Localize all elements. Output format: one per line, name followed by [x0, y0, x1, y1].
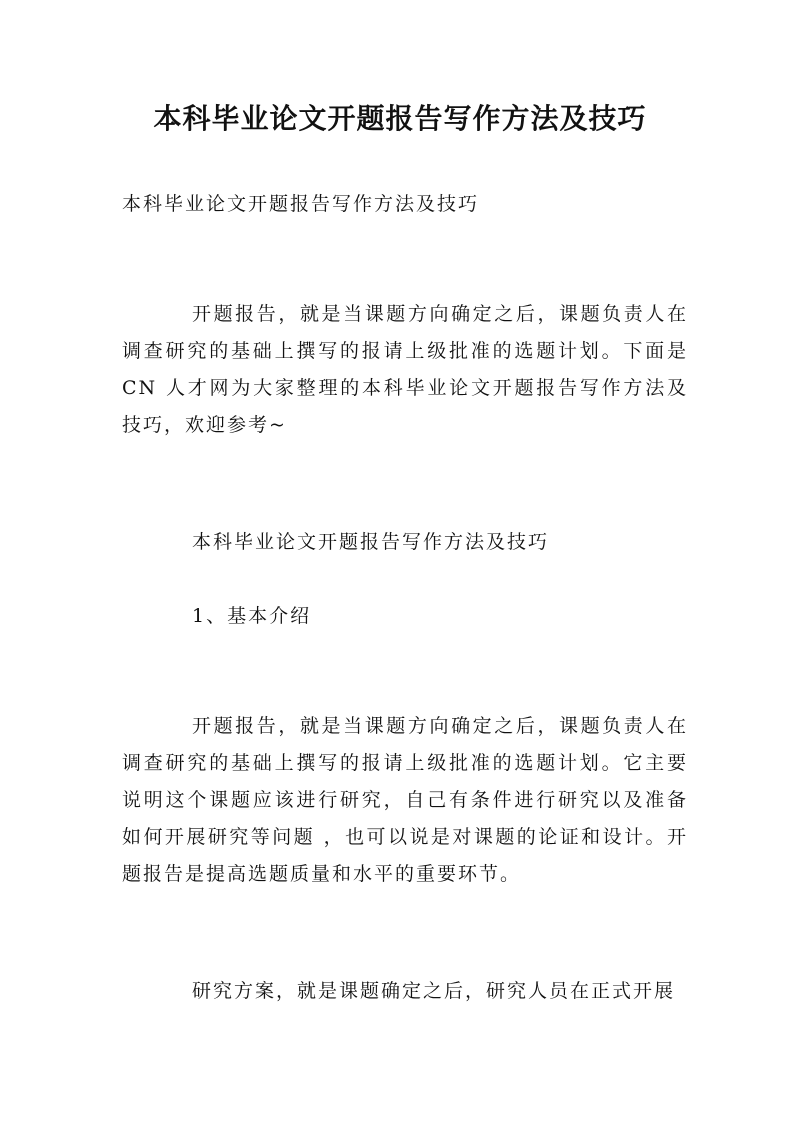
document-title: 本科毕业论文开题报告写作方法及技巧 — [153, 102, 647, 135]
section-heading: 本科毕业论文开题报告写作方法及技巧 — [192, 531, 550, 553]
section-number-heading: 1、基本介绍 — [192, 605, 312, 627]
paragraph-research-plan: 研究方案，就是课题确定之后，研究人员在正式开展 — [192, 980, 676, 1002]
paragraph-basic-intro: 开题报告，就是当课题方向确定之后，课题负责人在调查研究的基础上撰写的报请上级批准的选题计划。它主要说明这个课题应该进行研究，自己有条件进行研究以及准备如何开展研究等问题 ，也可以说是对课题的论证和设计。开题报告是提高选题质量和水平的重要环节。 — [122, 715, 688, 885]
document-subtitle: 本科毕业论文开题报告写作方法及技巧 — [122, 193, 480, 215]
paragraph-intro: 开题报告，就是当课题方向确定之后，课题负责人在调查研究的基础上撰写的报请上级批准的选题计划。下面是CN 人才网为大家整理的本科毕业论文开题报告写作方法及技巧，欢迎参考~ — [122, 303, 688, 436]
